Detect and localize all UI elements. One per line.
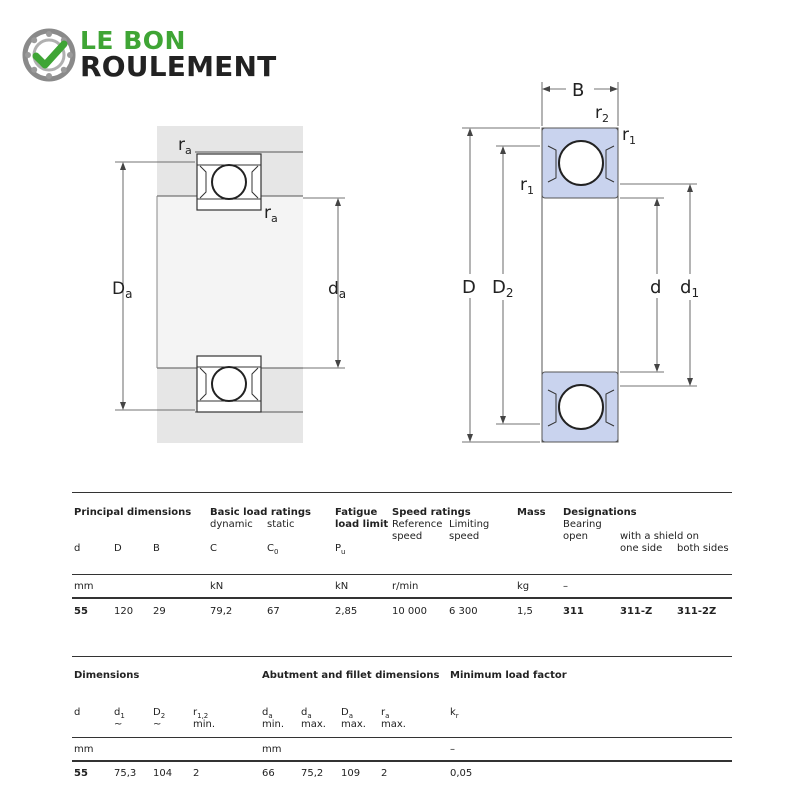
header-basic-load-ratings: Basic load ratings (210, 507, 311, 518)
svg-text:r2: $r_2$ (595, 103, 609, 125)
header-speed-ratings: Speed ratings (392, 507, 471, 518)
svg-text:ra: $r_a$ (178, 135, 192, 157)
header-min-load: Minimum load factor (450, 670, 567, 681)
label-da: $d_a$ (328, 279, 347, 301)
svg-text:r1: $r_1$ (622, 125, 636, 147)
header-mass: Mass (517, 507, 546, 518)
svg-text:ra: $r_a$ (264, 203, 278, 225)
bearing-section-top (197, 154, 261, 210)
header-designations: Designations (563, 507, 637, 518)
label-d: d (650, 277, 662, 298)
logo-text-line1: LE BON (80, 26, 186, 55)
mounting-drawing (115, 126, 345, 443)
label-D2: $D_2$ (492, 277, 514, 300)
bearing-section-bottom (197, 356, 261, 412)
bearing-cross-section (462, 82, 700, 442)
label-Da: $D_a$ (112, 279, 133, 301)
label-D: D (462, 277, 476, 298)
logo-text-line2: ROULEMENT (80, 50, 277, 83)
label-B: B (572, 80, 585, 101)
shaft-shaded-area (157, 196, 303, 368)
header-dimensions: Dimensions (74, 670, 140, 681)
header-abutment: Abutment and fillet dimensions (262, 670, 440, 681)
header-principal-dimensions: Principal dimensions (74, 507, 192, 518)
label-d1: $d_1$ (680, 277, 700, 300)
svg-text:r1: $r_1$ (520, 175, 534, 197)
